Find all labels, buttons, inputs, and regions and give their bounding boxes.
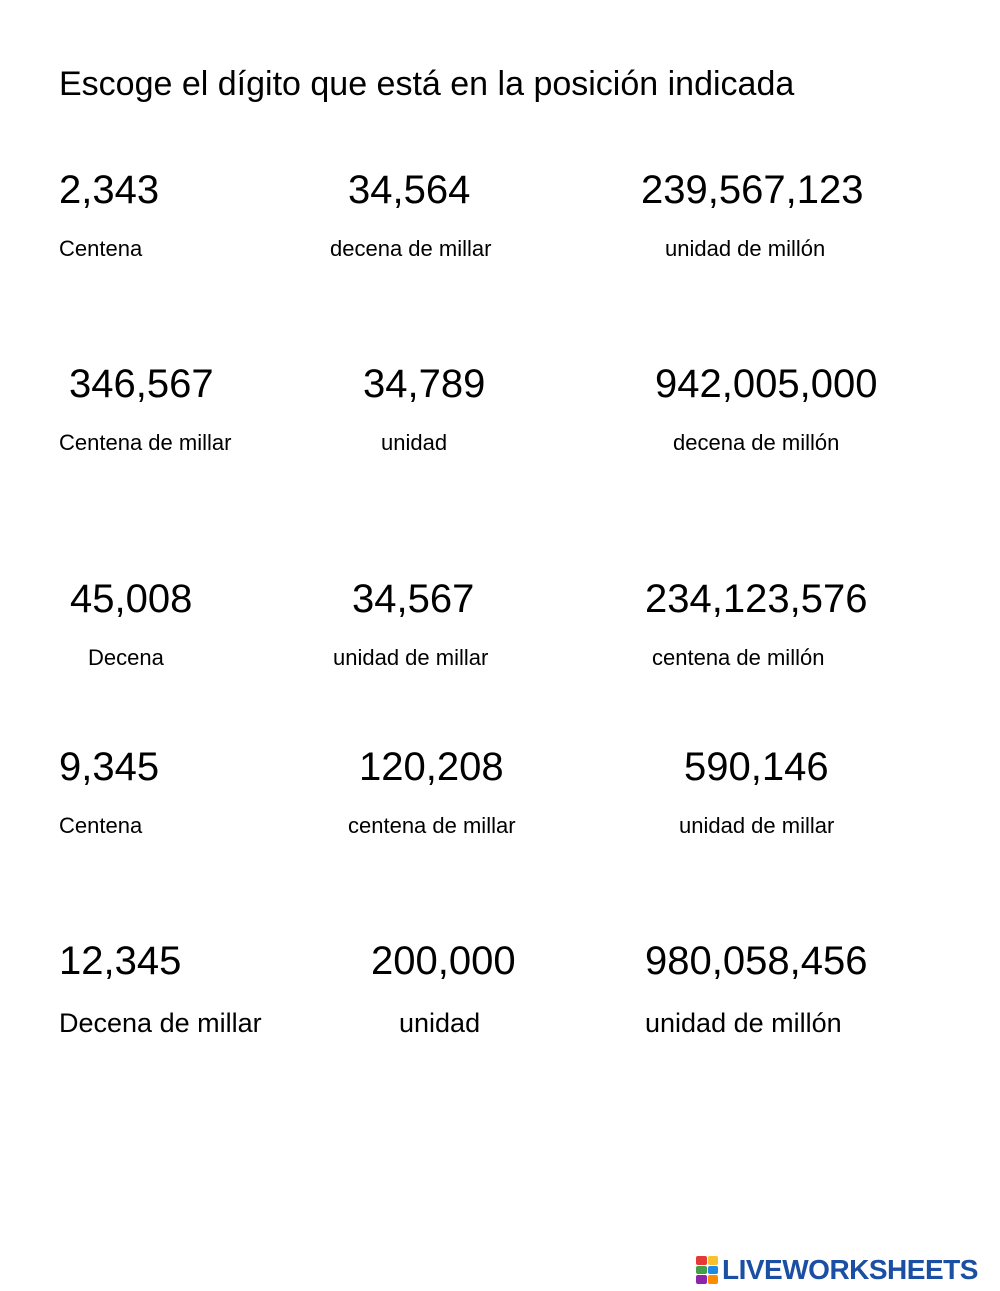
position-label-5: unidad (381, 430, 448, 455)
position-label-3: unidad de millón (665, 236, 826, 261)
position-label-11: centena de millar (348, 813, 516, 838)
position-label-8: unidad de millar (333, 645, 489, 670)
number-2: 34,564 (348, 168, 471, 212)
number-1: 2,343 (59, 168, 160, 212)
position-label-4: Centena de millar (59, 430, 232, 455)
number-6: 942,005,000 (655, 362, 878, 406)
position-label-15: unidad de millón (645, 1008, 842, 1038)
position-label-2: decena de millar (330, 236, 492, 261)
liveworksheets-logo-icon (696, 1256, 718, 1284)
number-12: 590,146 (684, 745, 829, 789)
position-label-6: decena de millón (673, 430, 840, 455)
position-label-13: Decena de millar (59, 1008, 262, 1038)
position-label-12: unidad de millar (679, 813, 835, 838)
number-11: 120,208 (359, 745, 504, 789)
position-label-9: centena de millón (652, 645, 825, 670)
number-9: 234,123,576 (645, 577, 868, 621)
number-14: 200,000 (371, 939, 516, 983)
number-7: 45,008 (70, 577, 193, 621)
number-4: 346,567 (69, 362, 214, 406)
number-10: 9,345 (59, 745, 160, 789)
position-label-7: Decena (88, 645, 164, 670)
liveworksheets-logo[interactable] (696, 1253, 978, 1287)
position-label-10: Centena (59, 813, 143, 838)
number-8: 34,567 (352, 577, 475, 621)
worksheet-title: Escoge el dígito que está en la posición indicada (59, 65, 795, 103)
number-13: 12,345 (59, 939, 182, 983)
liveworksheets-logo-text: LIVEWORKSHEETS (722, 1254, 978, 1285)
number-15: 980,058,456 (645, 939, 868, 983)
number-3: 239,567,123 (641, 168, 864, 212)
number-5: 34,789 (363, 362, 486, 406)
position-label-1: Centena (59, 236, 143, 261)
position-label-14: unidad (399, 1008, 481, 1038)
